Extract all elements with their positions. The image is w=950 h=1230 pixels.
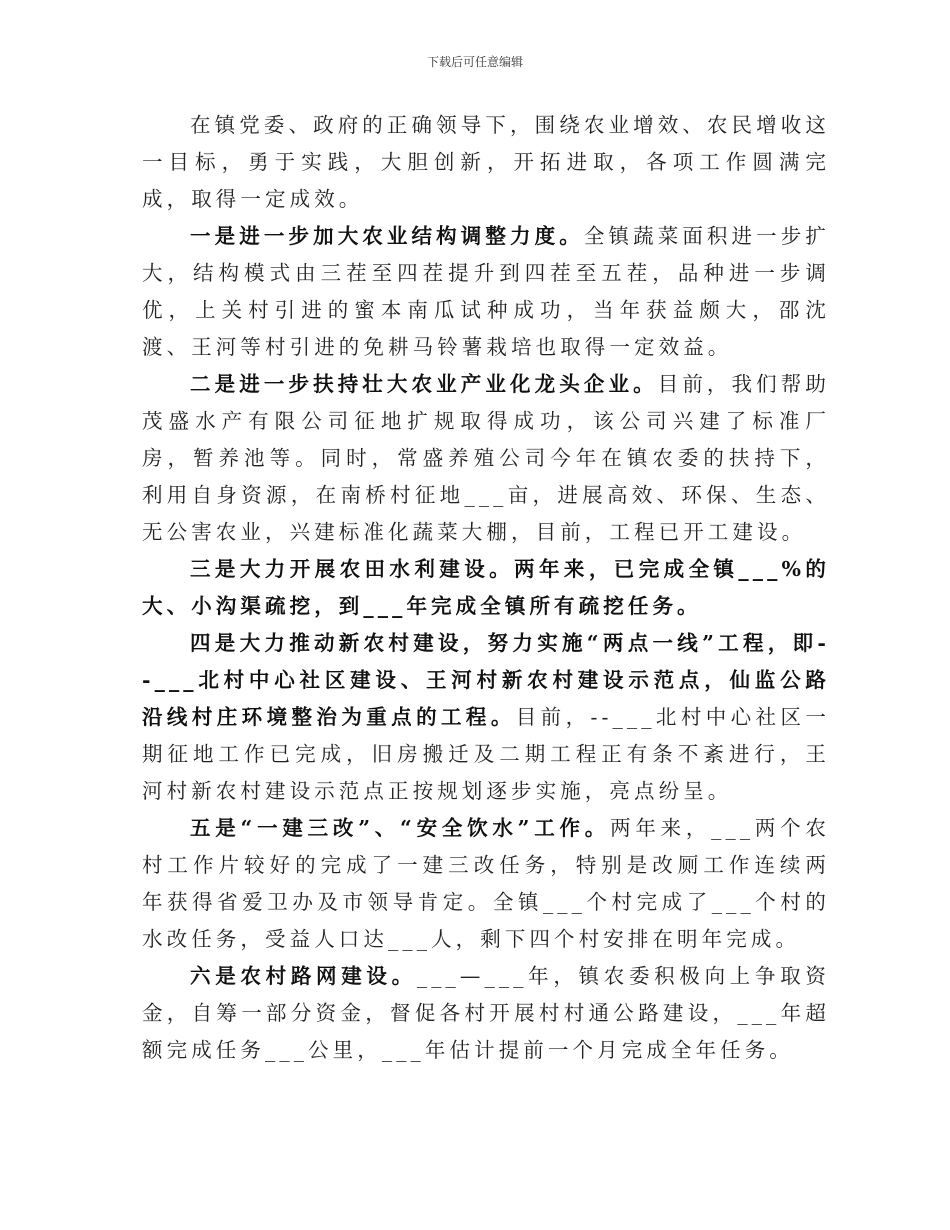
paragraph-5-text: 两年来，___两个农村工作片较好的完成了一建三改任务，特别是改厕工作连续两年获得省爱卫办及市领导肯定。全镇___个村完成了___个村的水改任务，受益人口达___人，剩下四个村安排在明年完成。 <box>142 816 831 951</box>
paragraph-4 <box>142 625 830 810</box>
paragraph-5 <box>142 810 830 958</box>
paragraph-4-heading: 四是大力推动新农村建设，努力实施“两点一线”工程，即--___北村中心社区建设、王河村新农村建设示范点，仙监公路沿线村庄环境整治为重点的工程。 <box>142 631 830 729</box>
paragraph-4-text: 目前，--___北村中心社区一期征地工作已完成，旧房搬迁及二期工程正有条不紊进行，王河村新农村建设示范点正按规划逐步实施，亮点纷呈。 <box>142 705 830 803</box>
paragraph-6 <box>142 958 830 1069</box>
paragraph-intro-text: 在镇党委、政府的正确领导下，围绕农业增效、农民增收这一目标，勇于实践，大胆创新，开拓进取，各项工作圆满完成，取得一定成效。 <box>142 113 830 211</box>
paragraph-2-heading: 二是进一步扶持壮大农业产业化龙头企业。 <box>190 372 658 396</box>
document-body <box>142 107 830 1069</box>
paragraph-5-heading: 五是“一建三改”、“安全饮水”工作。 <box>190 816 611 840</box>
paragraph-1-text: 全镇蔬菜面积进一步扩大，结构模式由三茬至四茬提升到四茬至五茬，品种进一步调优，上关村引进的蜜本南瓜试种成功，当年获益颇大，邵沈渡、王河等村引进的免耕马铃薯栽培也取得一定效益。 <box>142 224 830 359</box>
paragraph-3 <box>142 551 830 625</box>
paragraph-2 <box>142 366 830 551</box>
paragraph-1-heading: 一是进一步加大农业结构调整力度。 <box>190 224 584 248</box>
paragraph-2-text: 目前，我们帮助茂盛水产有限公司征地扩规取得成功，该公司兴建了标准厂房，暂养池等。同时，常盛养殖公司今年在镇农委的扶持下，利用自身资源，在南桥村征地___亩，进展高效、环保、生态、无公害农业，兴建标准化蔬菜大棚，目前，工程已开工建设。 <box>142 372 830 544</box>
paragraph-1 <box>142 218 830 366</box>
paragraph-6-heading: 六是农村路网建设。 <box>190 964 417 988</box>
paragraph-intro <box>142 107 830 218</box>
paragraph-3-heading: 三是大力开展农田水利建设。两年来，已完成全镇___%的大、小沟渠疏挖，到___年完成全镇所有疏挖任务。 <box>142 557 830 618</box>
paragraph-6-text: ___—___年，镇农委积极向上争取资金，自筹一部分资金，督促各村开展村村通公路建设，___年超额完成任务___公里，___年估计提前一个月完成全年任务。 <box>142 964 830 1062</box>
page-header: 下载后可任意编辑 <box>426 55 523 69</box>
